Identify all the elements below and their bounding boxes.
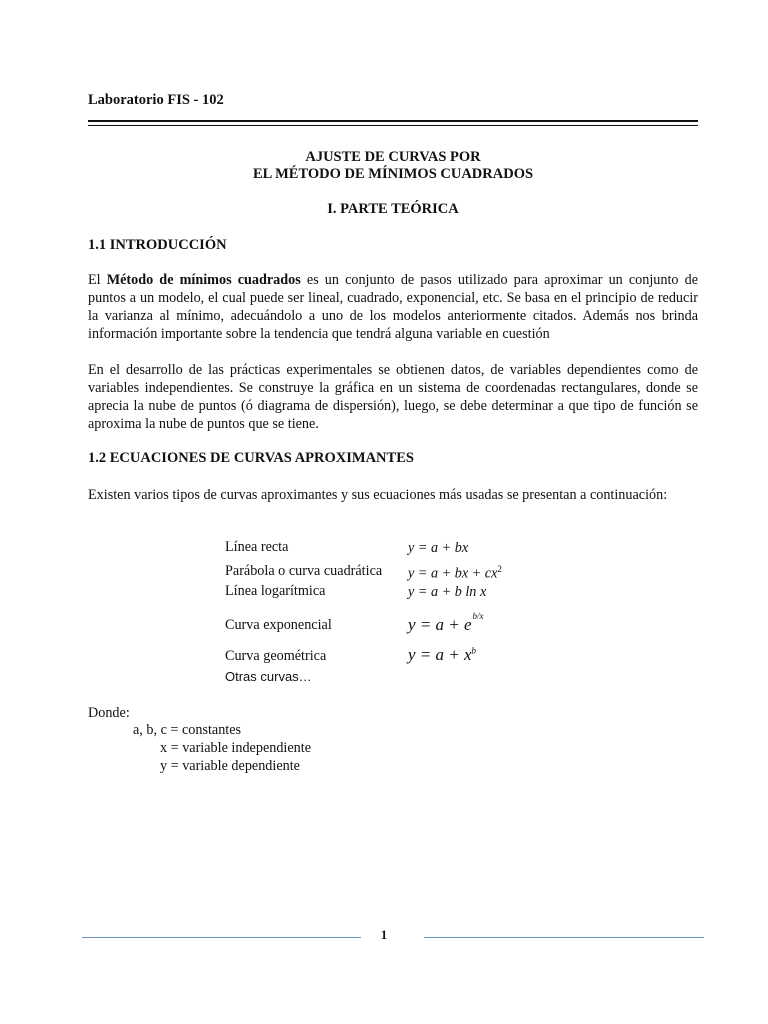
formula-linea-recta: y = a + bx <box>408 540 469 556</box>
footer-rule-left <box>82 937 361 938</box>
document-header: Laboratorio FIS - 102 <box>88 92 224 108</box>
page-number: 1 <box>380 928 388 942</box>
curve-name-logaritmica: Línea logarítmica <box>225 583 326 599</box>
curve-name-otras: Otras curvas… <box>225 669 312 684</box>
formula-geometrica <box>408 645 476 665</box>
formula-logaritmica: y = a + b ln x <box>408 584 487 600</box>
title-line-1: AJUSTE DE CURVAS POR <box>305 149 481 165</box>
section-heading-introduccion: 1.1 INTRODUCCIÓN <box>88 237 227 253</box>
formula-geometrica-exponent: b <box>471 645 477 656</box>
donde-item-x: x = variable independiente <box>160 740 311 756</box>
intro-paragraph-2: En el desarrollo de las prácticas experimentales se obtienen datos, de variables dependientes como de variables independientes. Se construye la gráfica en un sistema de coordenadas rectangulares, donde se aprecia la nube de puntos (ó diagrama de dispersión), luego, se debe determinar a que tipo de función se aproxima la nube de puntos que se tiene. <box>88 362 698 432</box>
curve-name-geometrica: Curva geométrica <box>225 648 327 664</box>
formula-parabola-base: y = a + bx + cx <box>408 565 498 582</box>
part-heading: I. PARTE TEÓRICA <box>327 201 459 217</box>
formula-parabola <box>408 564 502 583</box>
formula-parabola-exponent: 2 <box>497 564 502 574</box>
header-rule-thick <box>88 120 698 122</box>
title-line-2: EL MÉTODO DE MÍNIMOS CUADRADOS <box>252 166 534 182</box>
header-rule-thin <box>88 125 698 126</box>
ecuaciones-paragraph: Existen varios tipos de curvas aproximantes y sus ecuaciones más usadas se presentan a continuación: <box>88 487 668 503</box>
intro-bold-term: Método de mínimos cuadrados <box>106 272 301 288</box>
intro-paragraph-1 <box>88 271 698 343</box>
formula-exponencial-base: y = a + e <box>408 615 472 634</box>
footer-rule-right <box>424 937 704 938</box>
curve-name-exponencial: Curva exponencial <box>225 617 332 633</box>
donde-item-constantes: a, b, c = constantes <box>133 722 242 738</box>
section-heading-ecuaciones: 1.2 ECUACIONES DE CURVAS APROXIMANTES <box>88 450 414 466</box>
formula-exponencial <box>408 611 484 635</box>
donde-label: Donde: <box>88 705 130 721</box>
curve-name-linea-recta: Línea recta <box>225 539 289 555</box>
formula-geometrica-base: y = a + x <box>408 645 472 664</box>
donde-item-y: y = variable dependiente <box>160 758 300 774</box>
curve-name-parabola: Parábola o curva cuadrática <box>225 563 383 579</box>
intro-rest: es un conjunto de pasos utilizado para aproximar un conjunto de puntos a un modelo, el cual puede ser lineal, cuadrado, exponencial, etc. Se basa en el principio de reducir la varianza al mínimo, adecuándolo a uno de los modelos anteriormente citados. Además nos brinda información importante sobre la tendencia que tendrá alguna variable en cuestión <box>88 272 698 342</box>
intro-lead: El <box>88 272 107 288</box>
formula-exponencial-exponent: b/x <box>472 611 484 622</box>
